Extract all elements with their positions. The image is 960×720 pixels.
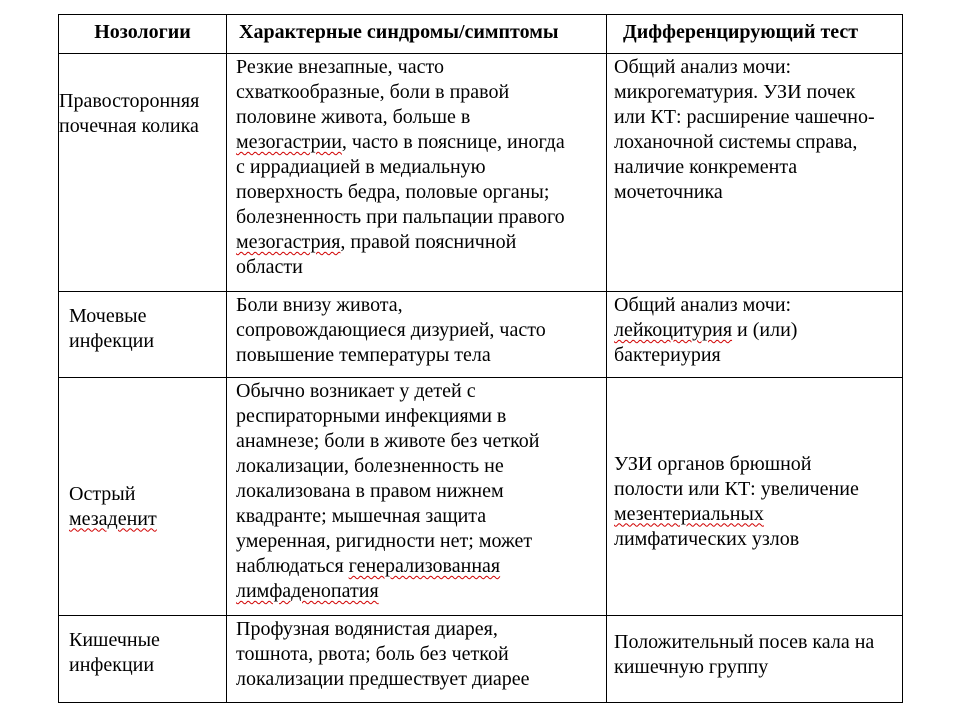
text-line: наличие конкремента: [614, 156, 798, 178]
symptoms-cell: [227, 54, 607, 292]
text-line: сопровождающиеся дизурией, часто: [236, 319, 546, 341]
text-line: Профузная водянистая диарея,: [236, 618, 498, 640]
text-line: лоханочной системы справа,: [614, 131, 858, 153]
text-line: поверхность бедра, половые органы;: [236, 181, 550, 203]
nosology-cell: [59, 292, 227, 378]
test-cell: [607, 378, 903, 616]
text-line: Боли внизу живота,: [236, 294, 403, 316]
table-row: [59, 292, 903, 378]
header-test: Дифференцирующий тест: [607, 15, 903, 54]
symptoms-cell: [227, 378, 607, 616]
text-line: наблюдаться генерализованная: [236, 555, 501, 577]
text-line: мезентериальных: [614, 502, 764, 525]
text-line: Общий анализ мочи:: [614, 56, 792, 78]
text-line: Положительный посев кала на: [614, 631, 875, 653]
text-line: лимфаденопатия: [236, 580, 379, 602]
table-header-row: [59, 15, 903, 54]
text-line: мочеточника: [614, 181, 723, 203]
text-line: болезненность при пальпации правого: [236, 206, 565, 228]
text-line: мезогастрии, часто в пояснице, иногда: [236, 131, 565, 153]
test-cell: [607, 616, 903, 703]
text-line: тошнота, рвота; боль без четкой: [236, 643, 509, 665]
text-line: кишечную группу: [614, 656, 769, 678]
text-line: инфекции: [69, 330, 155, 352]
text-line: повышение температуры тела: [236, 344, 491, 366]
text-line: Правосторонняя: [59, 90, 200, 112]
nosology-cell: [59, 616, 227, 703]
symptoms-cell: [227, 616, 607, 703]
text-line: мезаденит: [69, 507, 157, 530]
text-line: мезогастрия, правой поясничной: [236, 231, 517, 253]
nosology-cell: [59, 54, 227, 292]
text-line: или КТ: расширение чашечно-: [614, 106, 875, 128]
test-cell: [607, 292, 903, 378]
text-line: микрогематурия. УЗИ почек: [614, 81, 856, 103]
text-line: Общий анализ мочи:: [614, 294, 792, 316]
text-line: локализации предшествует диарее: [236, 668, 530, 690]
test-cell: [607, 54, 903, 292]
header-symptoms: Характерные синдромы/симптомы: [227, 15, 607, 54]
text-line: с иррадиацией в медиальную: [236, 156, 486, 178]
table-row: [59, 616, 903, 703]
text-line: половине живота, больше в: [236, 106, 471, 128]
text-line: умеренная, ригидности нет; может: [236, 530, 533, 552]
text-line: УЗИ органов брюшной: [614, 452, 812, 475]
text-line: лимфатических узлов: [614, 527, 800, 550]
header-nosology: Нозологии: [59, 15, 227, 54]
text-line: полости или КТ: увеличение: [614, 477, 859, 500]
text-line: Резкие внезапные, часто: [236, 56, 444, 78]
text-line: локализована в правом нижнем: [236, 480, 504, 502]
text-line: квадранте; мышечная защита: [236, 505, 487, 527]
text-line: области: [236, 256, 303, 278]
text-line: лейкоцитурия и (или): [614, 319, 798, 341]
text-line: Кишечные: [69, 629, 160, 651]
text-line: почечная колика: [59, 115, 199, 137]
table-row: [59, 54, 903, 292]
text-line: респираторными инфекциями в: [236, 405, 507, 427]
text-line: схваткообразные, боли в правой: [236, 81, 510, 103]
symptoms-cell: [227, 292, 607, 378]
text-line: инфекции: [69, 654, 155, 676]
text-line: бактериурия: [614, 344, 721, 366]
text-line: Мочевые: [69, 305, 147, 327]
nosology-cell: [59, 378, 227, 616]
text-line: Острый: [69, 482, 136, 505]
differential-diagnosis-table: [58, 14, 903, 703]
table-row: [59, 378, 903, 616]
text-line: Обычно возникает у детей с: [236, 380, 476, 402]
text-line: локализации, болезненность не: [236, 455, 504, 477]
text-line: анамнезе; боли в животе без четкой: [236, 430, 540, 452]
